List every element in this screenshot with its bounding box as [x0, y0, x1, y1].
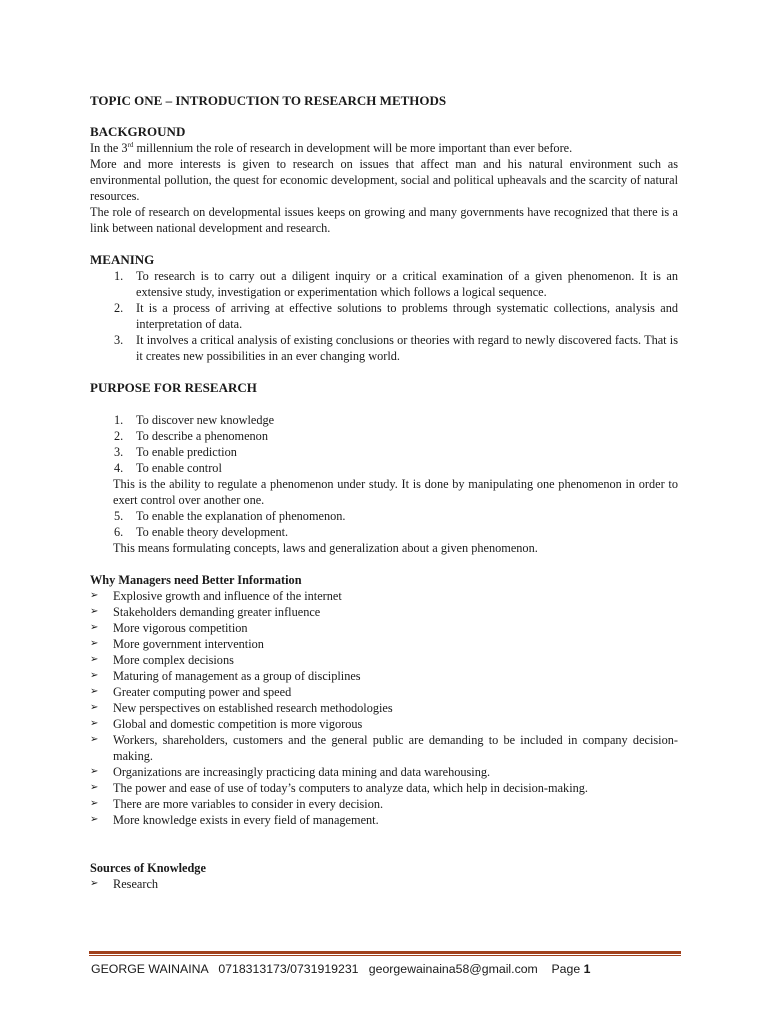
list-item-text: To enable prediction — [136, 445, 237, 459]
section-meaning — [90, 252, 678, 364]
page-footer — [91, 961, 691, 977]
arrowhead-bullet-icon: ➢ — [90, 606, 99, 617]
arrowhead-bullet-icon: ➢ — [90, 718, 99, 729]
list-item — [90, 876, 678, 892]
section-sources — [90, 860, 678, 892]
list-item-text: More complex decisions — [113, 653, 234, 667]
list-item-text: Explosive growth and influence of the internet — [113, 589, 342, 603]
list-item-number: 5. — [114, 509, 124, 523]
footer-page-label: Page — [551, 962, 581, 976]
section-heading: Why Managers need Better Information — [90, 573, 302, 587]
numbered-list — [90, 268, 678, 364]
list-item-text: More vigorous competition — [113, 621, 248, 635]
list-item-text: New perspectives on established research methodologies — [113, 701, 393, 715]
list-item-text: Stakeholders demanding greater influence — [113, 605, 321, 619]
arrowhead-bullet-icon: ➢ — [90, 638, 99, 649]
list-item — [90, 812, 678, 828]
list-item — [90, 604, 678, 620]
list-item — [90, 588, 678, 604]
section-heading: MEANING — [90, 252, 155, 267]
list-item — [90, 668, 678, 684]
arrowhead-bullet-icon: ➢ — [90, 686, 99, 697]
arrowhead-bullet-icon: ➢ — [90, 798, 99, 809]
list-item — [90, 796, 678, 812]
section-heading: Sources of Knowledge — [90, 861, 206, 875]
arrowhead-bullet-icon: ➢ — [90, 622, 99, 633]
list-item — [90, 412, 678, 428]
list-item-text: To discover new knowledge — [136, 413, 275, 427]
list-note: This is the ability to regulate a phenomenon under study. It is done by manipulating one phenomenon in order to exert control over another one. — [113, 477, 678, 507]
list-item-text: Workers, shareholders, customers and the general public are demanding to be included in company decision-making. — [113, 733, 678, 763]
arrowhead-bullet-icon: ➢ — [90, 782, 99, 793]
list-item — [90, 460, 678, 476]
list-item-number: 2. — [114, 301, 124, 315]
list-item-text: Greater computing power and speed — [113, 685, 292, 699]
list-item — [90, 444, 678, 460]
list-item — [90, 780, 678, 796]
arrowhead-bullet-icon: ➢ — [90, 734, 99, 745]
list-item-text: It involves a critical analysis of existing conclusions or theories with regard to newly discovered facts. That is it creates new possibilities in an ever changing world. — [136, 333, 678, 363]
list-item-number: 6. — [114, 525, 124, 539]
arrowhead-bullet-icon: ➢ — [90, 670, 99, 681]
footer-phones: 0718313173/0731919231 — [218, 962, 359, 976]
paragraph: The role of research on developmental issues keeps on growing and many governments have recognized that there is a link between national development and research. — [90, 205, 678, 235]
list-item-text: Research — [113, 877, 159, 891]
list-item — [90, 716, 678, 732]
section-background — [90, 124, 678, 236]
section-purpose — [90, 380, 678, 556]
list-item — [90, 700, 678, 716]
list-item — [90, 652, 678, 668]
list-item — [90, 732, 678, 764]
list-item-text: More knowledge exists in every field of management. — [113, 813, 379, 827]
list-item — [90, 684, 678, 700]
arrowhead-bullet-icon: ➢ — [90, 702, 99, 713]
bullet-list — [90, 876, 678, 892]
list-item — [90, 620, 678, 636]
list-item — [90, 764, 678, 780]
list-item-text: It is a process of arriving at effective solutions to problems through systematic collections, analysis and interpretation of data. — [136, 301, 678, 331]
footer-rule — [89, 951, 681, 954]
list-item — [90, 508, 678, 524]
list-item-text: To describe a phenomenon — [136, 429, 268, 443]
list-item-number: 4. — [114, 461, 124, 475]
arrowhead-bullet-icon: ➢ — [90, 814, 99, 825]
arrowhead-bullet-icon: ➢ — [90, 590, 99, 601]
footer-rule-thin — [89, 955, 681, 956]
section-heading: BACKGROUND — [90, 124, 186, 139]
list-item-text: Organizations are increasingly practicing data mining and data warehousing. — [113, 765, 491, 779]
list-item-number: 1. — [114, 413, 124, 427]
list-item-text: Global and domestic competition is more vigorous — [113, 717, 363, 731]
paragraph: More and more interests is given to research on issues that affect man and his natural environment such as environmental pollution, the quest for economic development, social and political upheavals and the scarcity of natural resources. — [90, 157, 678, 203]
list-item-text: The power and ease of use of today’s computers to analyze data, which help in decision-making. — [113, 781, 588, 795]
list-note: This means formulating concepts, laws and generalization about a given phenomenon. — [113, 541, 538, 555]
list-item — [90, 524, 678, 540]
document-body — [90, 93, 678, 892]
list-item-number: 3. — [114, 333, 124, 347]
numbered-list — [90, 412, 678, 476]
list-item-number: 2. — [114, 429, 124, 443]
list-item — [90, 332, 678, 364]
list-item-text: To enable the explanation of phenomenon. — [136, 509, 346, 523]
page-title: TOPIC ONE – INTRODUCTION TO RESEARCH METHODS — [90, 93, 447, 108]
arrowhead-bullet-icon: ➢ — [90, 766, 99, 777]
footer-page-number: 1 — [583, 962, 591, 976]
footer-author: GEORGE WAINAINA — [91, 962, 209, 976]
arrowhead-bullet-icon: ➢ — [90, 878, 99, 889]
list-item-text: To enable control — [136, 461, 222, 475]
list-item — [90, 300, 678, 332]
paragraph: In the 3rd millennium the role of research in development will be more important than ever before. — [90, 140, 573, 155]
arrowhead-bullet-icon: ➢ — [90, 654, 99, 665]
list-item-number: 1. — [114, 269, 124, 283]
numbered-list — [90, 508, 678, 540]
list-item — [90, 636, 678, 652]
list-item-text: There are more variables to consider in every decision. — [113, 797, 384, 811]
list-item-text: To research is to carry out a diligent inquiry or a critical examination of a given phenomenon. It is an extensive study, investigation or experimentation which follows a logical sequence. — [136, 269, 678, 299]
list-item — [90, 428, 678, 444]
section-heading: PURPOSE FOR RESEARCH — [90, 380, 257, 395]
footer-email: georgewainaina58@gmail.com — [368, 962, 538, 976]
list-item-text: Maturing of management as a group of disciplines — [113, 669, 361, 683]
bullet-list — [90, 588, 678, 828]
list-item-text: More government intervention — [113, 637, 264, 651]
list-item-number: 3. — [114, 445, 124, 459]
section-managers — [90, 572, 678, 828]
list-item-text: To enable theory development. — [136, 525, 289, 539]
list-item — [90, 268, 678, 300]
